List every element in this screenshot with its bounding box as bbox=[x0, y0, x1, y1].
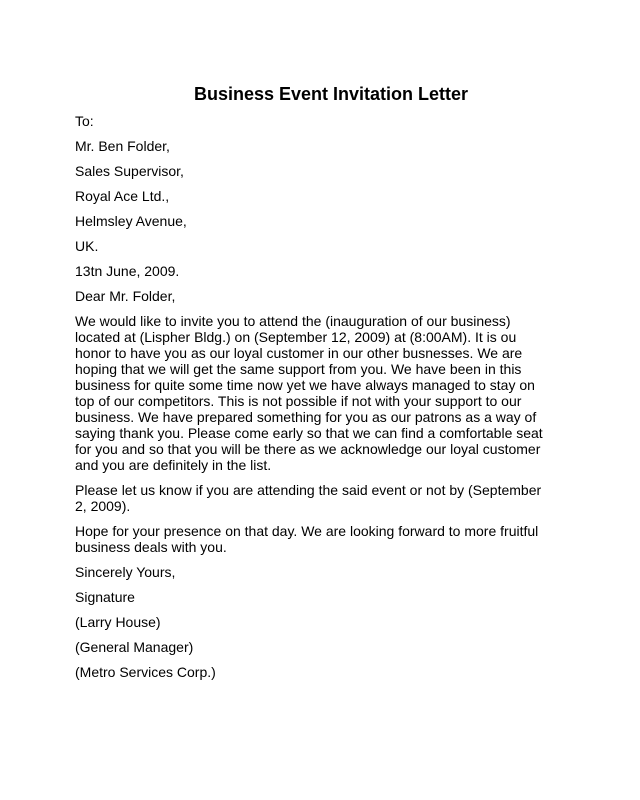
letter-title: Business Event Invitation Letter bbox=[193, 84, 469, 104]
recipient-name: Mr. Ben Folder, bbox=[75, 138, 170, 154]
paragraph-line: Hope for your presence on that day. We are looking forward to more fruitful bbox=[75, 523, 539, 539]
paragraph-line: top of our competitors. This is not possible if not with your support to our bbox=[75, 393, 522, 409]
closing: Sincerely Yours, bbox=[75, 564, 176, 580]
paragraph-line: saying thank you. Please come early so that we can find a comfortable seat bbox=[75, 425, 543, 441]
salutation: Dear Mr. Folder, bbox=[75, 288, 176, 304]
paragraph-invitation bbox=[75, 313, 575, 473]
paragraph-line: business deals with you. bbox=[75, 539, 227, 555]
signature: Signature bbox=[75, 589, 135, 605]
paragraph-line: for you and so that you will be there as we acknowledge our loyal customer bbox=[75, 441, 541, 457]
paragraph-line: honor to have you as our loyal customer in our other busnesses. We are bbox=[75, 345, 523, 361]
paragraph-line: hoping that we will get the same support from you. We have been in this bbox=[75, 361, 522, 377]
paragraph-line: business for quite some time now yet we have always managed to stay on bbox=[75, 377, 535, 393]
sender-company: (Metro Services Corp.) bbox=[75, 664, 216, 680]
recipient-country: UK. bbox=[75, 238, 99, 254]
paragraph-line: located at (Lispher Bldg.) on (September 12, 2009) at (8:00AM). It is ou bbox=[75, 329, 517, 345]
paragraph-line: and you are definitely in the list. bbox=[75, 457, 272, 473]
recipient-street: Helmsley Avenue, bbox=[75, 213, 187, 229]
recipient-company: Royal Ace Ltd., bbox=[75, 188, 170, 204]
to-label: To: bbox=[75, 113, 94, 129]
letter-body bbox=[75, 113, 575, 689]
recipient-position: Sales Supervisor, bbox=[75, 163, 184, 179]
paragraph-rsvp bbox=[75, 482, 575, 514]
paragraph-line: business. We have prepared something for you as our patrons as a way of bbox=[75, 409, 537, 425]
paragraph-closing-remarks bbox=[75, 523, 575, 555]
paragraph-line: 2, 2009). bbox=[75, 498, 131, 514]
letter-date: 13tn June, 2009. bbox=[75, 263, 180, 279]
sender-name: (Larry House) bbox=[75, 614, 161, 630]
sender-title: (General Manager) bbox=[75, 639, 194, 655]
paragraph-line: We would like to invite you to attend the (inauguration of our business) bbox=[75, 313, 511, 329]
paragraph-line: Please let us know if you are attending the said event or not by (September bbox=[75, 482, 542, 498]
